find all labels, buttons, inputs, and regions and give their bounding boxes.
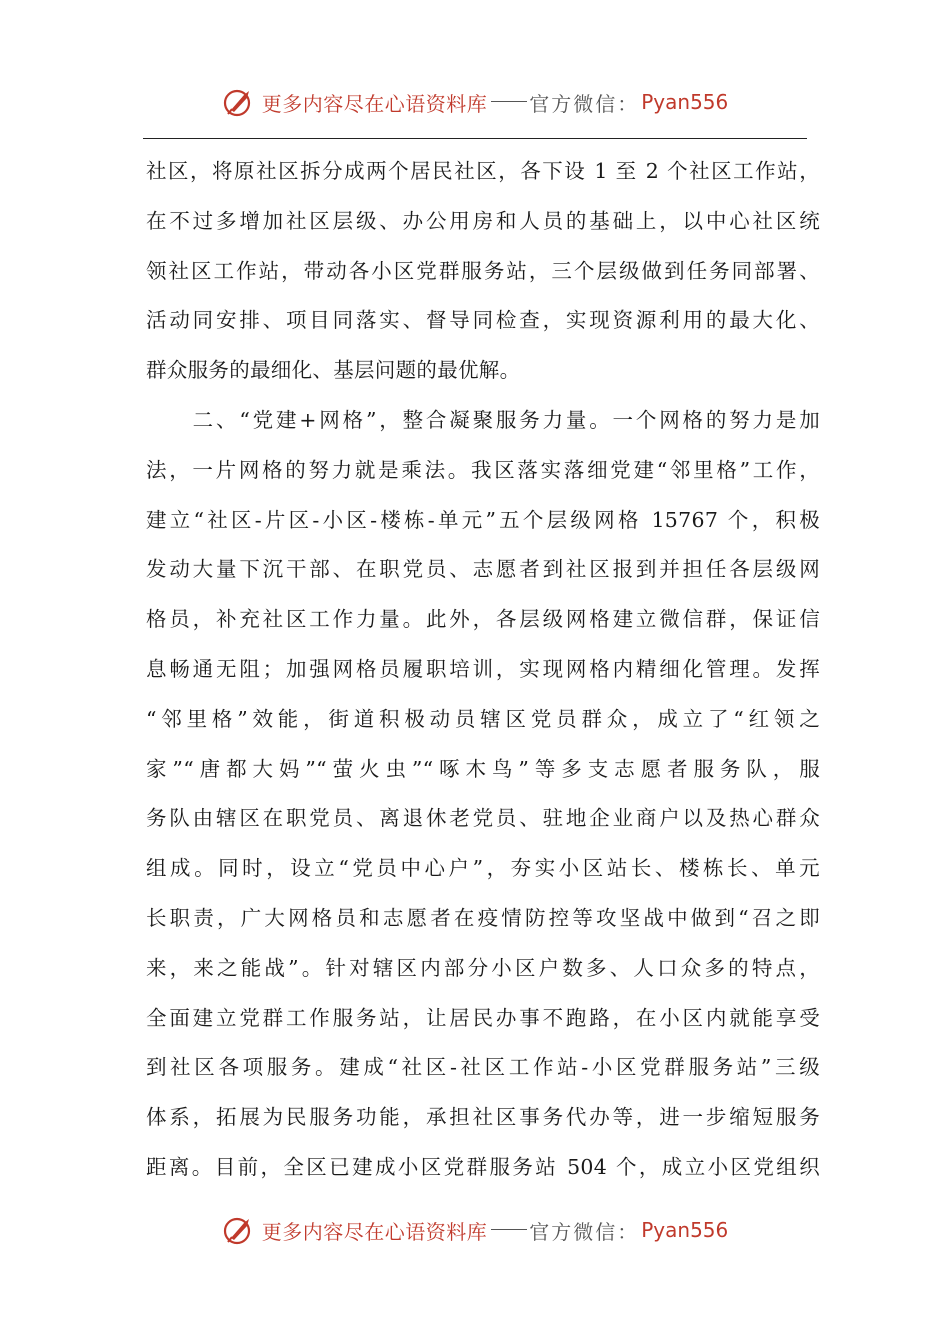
banner-wechat-id: Pyan556 [641,1218,729,1242]
text-line: “邻里格”效能，街道积极动员辖区党员群众，成立了“红领之 [146,706,820,731]
text-line: 组成。同时，设立“党员中心户”，夯实小区站长、楼栋长、单元 [146,856,820,881]
text-line: 全面建立党群工作服务站，让居民办事不跑路，在小区内就能享受 [146,1005,820,1030]
pen-nib-logo-icon [222,1213,256,1247]
text-line: 建立“社区-片区-小区-楼栋-单元”五个层级网格 15767 个，积极 [146,507,820,532]
text-line: 群众服务的最细化、基层问题的最优解。 [146,358,521,383]
banner-wechat-label: 官方微信： [529,1219,640,1244]
text-line: 体系，拓展为民服务功能，承担社区事务代办等，进一步缩短服务 [146,1105,820,1130]
text-line: 长职责，广大网格员和志愿者在疫情防控等攻坚战中做到“召之即 [146,905,820,930]
banner-title: 更多内容尽在心语资料库 [261,1219,488,1244]
text-line: 格员，补充社区工作力量。此外，各层级网格建立微信群，保证信 [146,607,820,632]
header-divider [143,138,807,139]
footer-banner [0,1210,950,1250]
banner-wechat-label: 官方微信： [529,91,640,116]
text-line: 到社区各项服务。建成“社区-社区工作站-小区党群服务站”三级 [146,1055,820,1080]
text-line: 社区，将原社区拆分成两个居民社区，各下设 1 至 2 个社区工作站， [146,159,820,183]
text-line: 距离。目前，全区已建成小区党群服务站 504 个，成立小区党组织 [146,1154,820,1179]
text-line: 活动同安排、项目同落实、督导同检查，实现资源利用的最大化、 [146,308,820,333]
text-line: 领社区工作站，带动各小区党群服务站，三个层级做到任务同部署、 [146,258,820,283]
banner-dash [491,1229,527,1230]
banner-title: 更多内容尽在心语资料库 [261,91,488,116]
text-line: 家”“唐都大妈”“萤火虫”“啄木鸟”等多支志愿者服务队，服 [146,756,820,781]
text-line: 在不过多增加社区层级、办公用房和人员的基础上，以中心社区统 [146,208,820,233]
banner-wechat-id: Pyan556 [641,90,729,114]
header-banner [0,82,950,122]
document-body [146,147,820,1193]
text-line: 息畅通无阻；加强网格员履职培训，实现网格内精细化管理。发挥 [146,656,820,681]
pen-nib-logo-icon [222,85,256,119]
text-line: 发动大量下沉干部、在职党员、志愿者到社区报到并担任各层级网 [146,557,820,582]
text-line: 务队由辖区在职党员、离退休老党员、驻地企业商户以及热心群众 [146,806,820,831]
banner-dash [491,101,527,102]
text-line: 来，来之能战”。针对辖区内部分小区户数多、人口众多的特点， [146,955,820,980]
text-line: 二、“党建+网格”，整合凝聚服务力量。一个网格的努力是加 [146,407,820,432]
text-line: 法，一片网格的努力就是乘法。我区落实落细党建“邻里格”工作， [146,457,820,482]
